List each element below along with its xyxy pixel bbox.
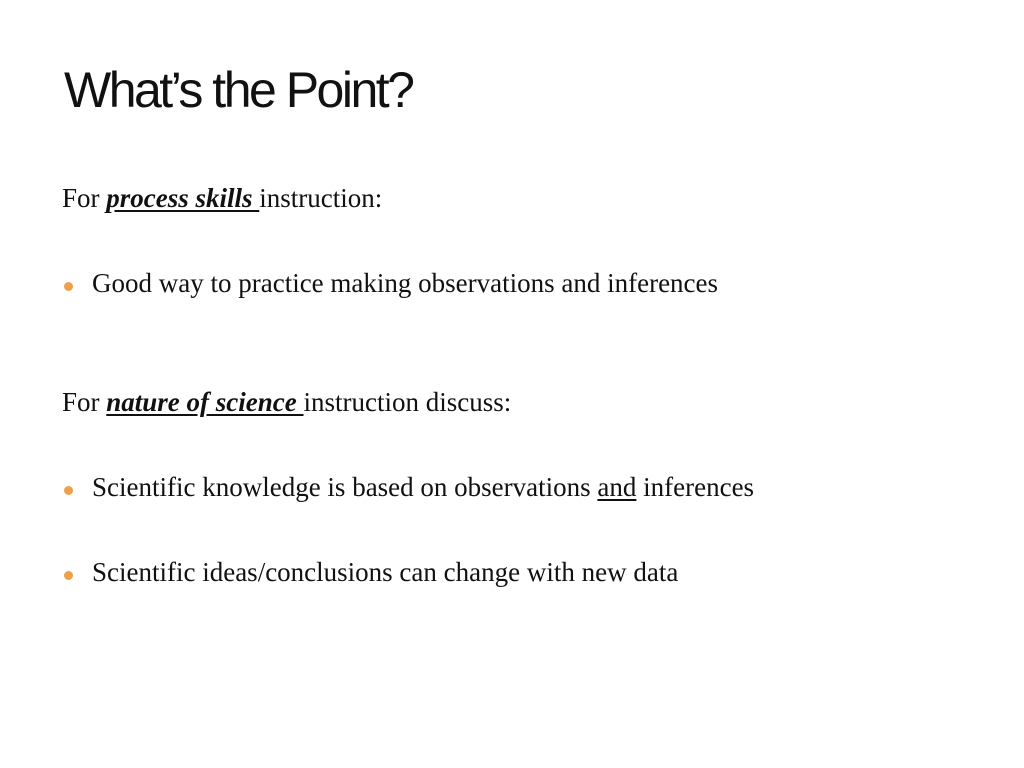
heading-emphasis: process skills	[106, 183, 260, 213]
bullet-text: Good way to practice making observations and inferences	[92, 268, 719, 298]
heading-prefix: For	[62, 183, 107, 213]
heading-emphasis: nature of science	[106, 387, 304, 417]
bullet-underlined-word: and	[597, 472, 637, 502]
section-heading-process-skills	[62, 182, 382, 214]
heading-suffix: instruction discuss:	[303, 387, 512, 417]
bullet-icon	[64, 571, 73, 580]
bullet-text: Scientific ideas/conclusions can change with new data	[92, 557, 679, 587]
heading-suffix: instruction:	[259, 183, 383, 213]
bullet-text-part: inferences	[636, 472, 755, 502]
bullet-text	[92, 471, 754, 503]
slide-title: What’s the Point?	[64, 62, 413, 118]
section-heading-nature-of-science	[62, 386, 511, 418]
bullet-icon	[64, 282, 73, 291]
bullet-icon	[64, 486, 73, 495]
heading-prefix: For	[62, 387, 107, 417]
bullet-text-part: Scientific knowledge is based on observations	[92, 472, 598, 502]
